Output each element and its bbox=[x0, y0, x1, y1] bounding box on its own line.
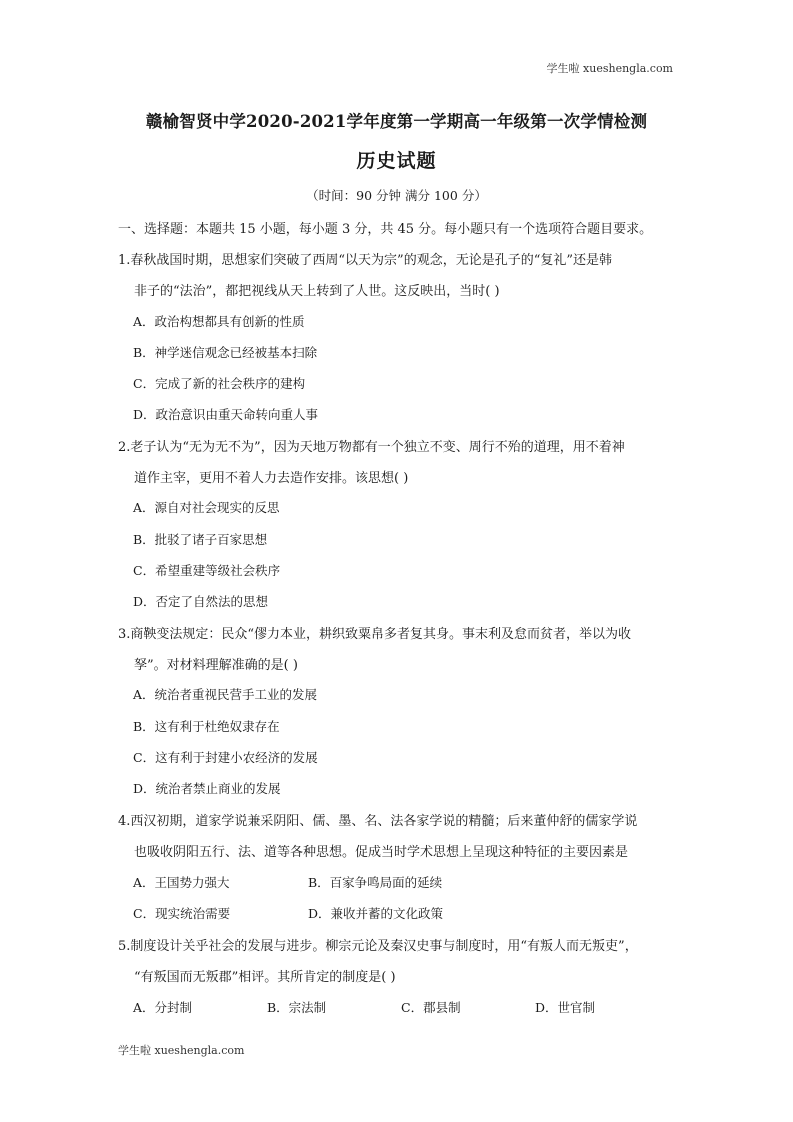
question-5-line-1: 5.制度设计关乎社会的发展与进步。柳宗元论及秦汉史事与制度时，用“有叛人而无叛吏”， bbox=[118, 939, 638, 954]
question-5-option-d: D．世官制 bbox=[535, 1000, 596, 1015]
question-1-option-b: B．神学迷信观念已经被基本扫除 bbox=[133, 345, 318, 360]
question-1-option-c: C．完成了新的社会秩序的建构 bbox=[133, 376, 306, 391]
question-1-line-2: 非子的“法治”，都把视线从天上转到了人世。这反映出，当时( ) bbox=[134, 284, 500, 299]
question-2-option-b: B．批驳了诸子百家思想 bbox=[133, 532, 268, 547]
question-1-option-d: D．政治意识由重天命转向重人事 bbox=[133, 407, 319, 422]
question-4-line-1: 4.西汉初期，道家学说兼采阴阳、儒、墨、名、法各家学说的精髓；后来董仲舒的儒家学说 bbox=[118, 814, 638, 829]
question-3-option-a: A．统治者重视民营手工业的发展 bbox=[133, 687, 318, 702]
question-1-line-1: 1.春秋战国时期，思想家们突破了西周“以天为宗”的观念，无论是孔子的“复礼”还是韩 bbox=[118, 253, 612, 268]
question-2-option-a: A．源自对社会现实的反思 bbox=[133, 500, 280, 515]
question-3-line-2: 孥”。对材料理解准确的是( ) bbox=[134, 658, 298, 673]
question-2-line-2: 道作主宰，更用不着人力去造作安排。该思想( ) bbox=[134, 471, 409, 486]
footer-watermark: 学生啦 xueshengla.com bbox=[118, 1044, 245, 1057]
question-4-option-a: A．王国势力强大 bbox=[133, 875, 230, 890]
question-3-line-1: 3.商鞅变法规定：民众“僇力本业，耕织致粟帛多者复其身。事末利及怠而贫者，举以为收 bbox=[118, 627, 632, 642]
question-4-line-2: 也吸收阴阳五行、法、道等各种思想。促成当时学术思想上呈现这种特征的主要因素是 bbox=[134, 845, 629, 860]
question-4-option-d: D．兼收并蓄的文化政策 bbox=[308, 906, 444, 921]
question-3-option-d: D．统治者禁止商业的发展 bbox=[133, 781, 281, 796]
exam-title: 赣榆智贤中学2020-2021学年度第一学期高一年级第一次学情检测 bbox=[145, 112, 648, 131]
question-3-option-c: C．这有利于封建小农经济的发展 bbox=[133, 750, 318, 765]
question-4-option-b: B．百家争鸣局面的延续 bbox=[308, 875, 443, 890]
question-1-option-a: A．政治构想都具有创新的性质 bbox=[133, 314, 305, 329]
time-info: （时间：90 分钟 满分 100 分） bbox=[306, 188, 487, 203]
section-heading: 一、选择题：本题共 15 小题，每小题 3 分，共 45 分。每小题只有一个选项符合题目要求。 bbox=[118, 222, 653, 237]
header-watermark: 学生啦 xueshengla.com bbox=[546, 62, 673, 75]
exam-subtitle: 历史试题 bbox=[356, 150, 437, 172]
question-5-line-2: “有叛国而无叛郡”相评。其所肯定的制度是( ) bbox=[134, 970, 396, 985]
question-2-option-c: C．希望重建等级社会秩序 bbox=[133, 563, 281, 578]
question-2-line-1: 2.老子认为“无为无不为”，因为天地万物都有一个独立不变、周行不殆的道理，用不着神 bbox=[118, 440, 625, 455]
question-5-option-a: A．分封制 bbox=[133, 1000, 193, 1015]
question-5-option-c: C．郡县制 bbox=[401, 1000, 461, 1015]
question-2-option-d: D．否定了自然法的思想 bbox=[133, 594, 269, 609]
question-5-option-b: B．宗法制 bbox=[267, 1000, 327, 1015]
question-5-options bbox=[133, 998, 669, 1016]
question-3-option-b: B．这有利于杜绝奴隶存在 bbox=[133, 719, 280, 734]
question-4-option-c: C．现实统治需要 bbox=[133, 906, 231, 921]
